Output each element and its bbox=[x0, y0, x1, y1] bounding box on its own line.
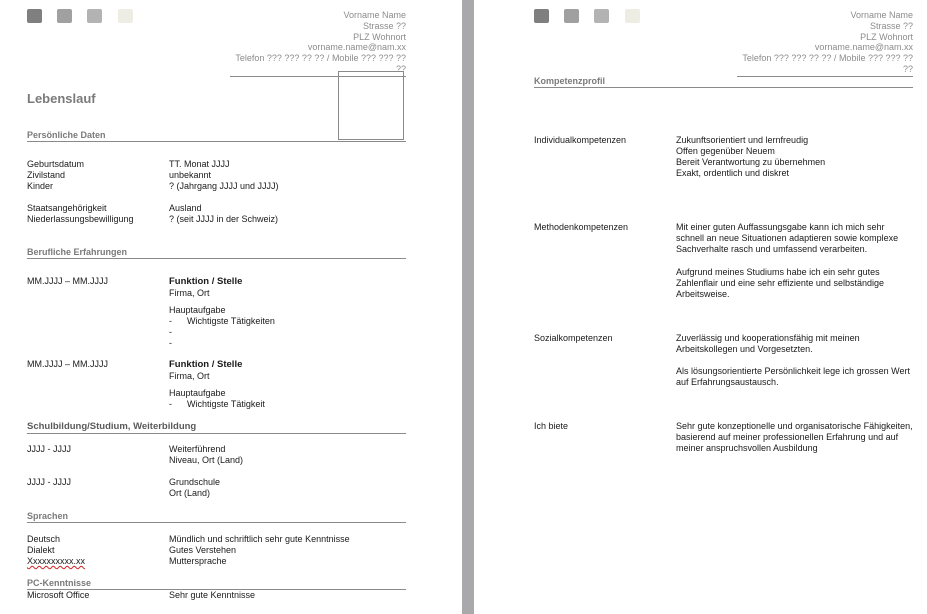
competence-line: Sachverhalte rasch und umfassend verarbeiten. bbox=[676, 244, 868, 254]
competence-line: Zahlenflair und eine sehr effiziente und selbständige bbox=[676, 278, 884, 288]
personal-value: TT. Monat JJJJ bbox=[169, 159, 230, 169]
personal-value: unbekannt bbox=[169, 170, 212, 180]
competence-line: basierend auf meiner professionellen Erfahrung und auf bbox=[676, 432, 899, 442]
competence-line: Offen gegenüber Neuem bbox=[676, 146, 775, 156]
competence-line: Zukunftsorientiert und lernfreudig bbox=[676, 135, 809, 145]
page-title: Lebenslauf bbox=[27, 91, 96, 106]
experience-period: MM.JJJJ – MM.JJJJ bbox=[27, 276, 108, 286]
education-detail: Ort (Land) bbox=[169, 488, 211, 498]
experience-task: Wichtigste Tätigkeiten bbox=[187, 316, 275, 326]
contact-name: Vorname Name bbox=[343, 10, 406, 20]
personal-label: Kinder bbox=[27, 181, 54, 191]
personal-value: ? (seit JJJJ in der Schweiz) bbox=[169, 214, 279, 224]
pc-value: Sehr gute Kenntnisse bbox=[169, 590, 256, 600]
section-heading-languages: Sprachen bbox=[27, 511, 406, 523]
education-school: Weiterführend bbox=[169, 444, 226, 454]
contact-header bbox=[308, 10, 406, 53]
page-competences bbox=[474, 0, 927, 614]
experience-company: Firma, Ort bbox=[169, 371, 210, 381]
section-heading-education: Schulbildung/Studium, Weiterbildung bbox=[27, 421, 406, 434]
experience-period: MM.JJJJ – MM.JJJJ bbox=[27, 359, 108, 369]
experience-company: Firma, Ort bbox=[169, 288, 210, 298]
competence-label: Sozialkompetenzen bbox=[534, 333, 613, 343]
bullet-dash: - bbox=[169, 338, 172, 348]
contact-phone: Telefon ??? ??? ?? ?? / Mobile ??? ??? ?? ?? bbox=[230, 53, 406, 77]
education-detail: Niveau, Ort (Land) bbox=[169, 455, 244, 465]
contact-header bbox=[815, 10, 913, 53]
decor-square bbox=[625, 9, 640, 23]
competence-line: schnell an neue Situationen adaptieren sowie komplexe bbox=[676, 233, 899, 243]
decor-square bbox=[27, 9, 42, 23]
competence-line: Zuverlässig und kooperationsfähig mit meinen bbox=[676, 333, 860, 343]
bullet-dash: - bbox=[169, 316, 172, 326]
decor-square bbox=[564, 9, 579, 23]
competence-line: Sehr gute konzeptionelle und organisatorische Fähigkeiten, bbox=[676, 421, 913, 431]
contact-street: Strasse ?? bbox=[362, 20, 406, 31]
personal-label: Zivilstand bbox=[27, 170, 66, 180]
education-school: Grundschule bbox=[169, 477, 221, 487]
competence-line: Arbeitskollegen und Vorgesetzten. bbox=[676, 344, 813, 354]
experience-role: Funktion / Stelle bbox=[169, 359, 243, 370]
experience-main-task: Hauptaufgabe bbox=[169, 305, 226, 315]
competence-line: Aufgrund meines Studiums habe ich ein sehr gutes bbox=[676, 267, 880, 277]
contact-email: vorname.name@nam.xx bbox=[307, 42, 406, 53]
personal-value: Ausland bbox=[169, 203, 202, 213]
contact-name: Vorname Name bbox=[850, 10, 913, 20]
competence-line: Als lösungsorientierte Persönlichkeit lege ich grossen Wert bbox=[676, 366, 910, 376]
experience-task: Wichtigste Tätigkeit bbox=[187, 399, 265, 409]
contact-city: PLZ Wohnort bbox=[353, 31, 406, 42]
personal-label: Geburtsdatum bbox=[27, 159, 85, 169]
contact-phone: Telefon ??? ??? ?? ?? / Mobile ??? ??? ?? ?? bbox=[737, 53, 913, 77]
contact-email: vorname.name@nam.xx bbox=[814, 42, 913, 53]
education-period: JJJJ - JJJJ bbox=[27, 477, 71, 487]
language-label: Xxxxxxxxxx.xx bbox=[27, 556, 86, 566]
bullet-dash: - bbox=[169, 327, 172, 337]
contact-city: PLZ Wohnort bbox=[860, 31, 913, 42]
language-label: Dialekt bbox=[27, 545, 55, 555]
section-heading-experience: Berufliche Erfahrungen bbox=[27, 247, 406, 259]
section-heading-pc: PC-Kenntnisse bbox=[27, 578, 406, 590]
competence-label: Ich biete bbox=[534, 421, 569, 431]
education-period: JJJJ - JJJJ bbox=[27, 444, 71, 454]
competence-line: meiner anspruchsvollen Ausbildung bbox=[676, 443, 818, 453]
experience-role: Funktion / Stelle bbox=[169, 276, 243, 287]
personal-value: ? (Jahrgang JJJJ und JJJJ) bbox=[169, 181, 279, 191]
language-label: Deutsch bbox=[27, 534, 61, 544]
competence-line: Mit einer guten Auffassungsgabe kann ich mich sehr bbox=[676, 222, 885, 232]
contact-street: Strasse ?? bbox=[869, 20, 913, 31]
competence-label: Methodenkompetenzen bbox=[534, 222, 629, 232]
competence-label: Individualkompetenzen bbox=[534, 135, 627, 145]
language-value: Muttersprache bbox=[169, 556, 227, 566]
decor-square bbox=[534, 9, 549, 23]
language-value: Gutes Verstehen bbox=[169, 545, 237, 555]
personal-label: Staatsangehörigkeit bbox=[27, 203, 107, 213]
personal-label: Niederlassungsbewilligung bbox=[27, 214, 134, 224]
section-heading-personal: Persönliche Daten bbox=[27, 130, 406, 142]
bullet-dash: - bbox=[169, 399, 172, 409]
section-heading-competences: Kompetenzprofil bbox=[534, 76, 913, 88]
decor-square bbox=[87, 9, 102, 23]
competence-line: auf Erfahrungsaustausch. bbox=[676, 377, 779, 387]
competence-line: Exakt, ordentlich und diskret bbox=[676, 168, 790, 178]
competence-line: Bereit Verantwortung zu übernehmen bbox=[676, 157, 826, 167]
competence-line: Arbeitsweise. bbox=[676, 289, 730, 299]
language-value: Mündlich und schriftlich sehr gute Kenntnisse bbox=[169, 534, 350, 544]
decor-square bbox=[118, 9, 133, 23]
decor-square bbox=[57, 9, 72, 23]
page-cv bbox=[0, 0, 462, 614]
decor-square bbox=[594, 9, 609, 23]
experience-main-task: Hauptaufgabe bbox=[169, 388, 226, 398]
pc-label: Microsoft Office bbox=[27, 590, 90, 600]
